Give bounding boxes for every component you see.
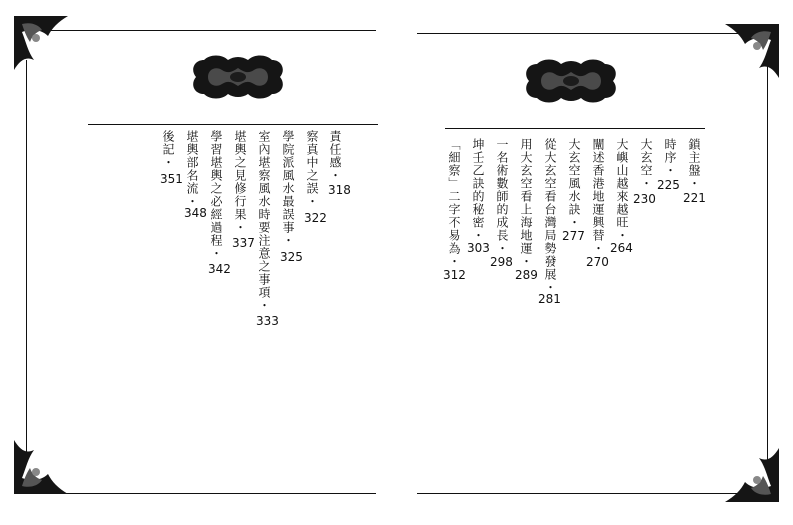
toc-entry-page: 298 bbox=[490, 255, 513, 269]
toc-entry-page: 318 bbox=[328, 183, 351, 197]
toc-entry-page: 281 bbox=[538, 292, 561, 306]
toc-entry-title: 責任感・ bbox=[328, 130, 342, 182]
left-bottom-border bbox=[40, 493, 376, 494]
toc-entry-page: 270 bbox=[586, 255, 609, 269]
toc-entry-title: 大玄空・ bbox=[639, 138, 653, 190]
toc-entry-title: 鎖主盤・ bbox=[687, 138, 701, 190]
toc-entry-page: 322 bbox=[304, 211, 327, 225]
left-top-border bbox=[40, 30, 376, 31]
right-outer-border bbox=[767, 60, 768, 460]
toc-entry-page: 348 bbox=[184, 206, 207, 220]
toc-entry-title: 學院派風水最誤事・ bbox=[281, 130, 295, 247]
toc-entry-title: 大玄空風水訣・ bbox=[567, 138, 581, 229]
toc-entry-title: 坤壬乙訣的秘密・ bbox=[471, 138, 485, 242]
right-toc-rule bbox=[445, 128, 705, 129]
toc-entry-page: 264 bbox=[610, 241, 633, 255]
right-bottom-border bbox=[417, 493, 753, 494]
toc-entry-page: 337 bbox=[232, 236, 255, 250]
right-top-corner-ornament bbox=[725, 24, 779, 78]
toc-entry-title: 闡述香港地運興替・ bbox=[591, 138, 605, 255]
toc-entry-title: 後記・ bbox=[161, 130, 175, 169]
toc-entry-page: 325 bbox=[280, 250, 303, 264]
right-page bbox=[397, 0, 793, 525]
left-toc-rule bbox=[88, 124, 378, 125]
toc-entry-title: 察真中之誤・ bbox=[305, 130, 319, 208]
toc-entry-title: 室內堪察風水時要注意之事項・ bbox=[257, 130, 271, 312]
toc-entry-title: 堪輿部名流・ bbox=[185, 130, 199, 208]
right-cloud-ornament bbox=[519, 56, 623, 106]
toc-entry-title: 用大玄空看上海地運・ bbox=[519, 138, 533, 268]
toc-entry-page: 333 bbox=[256, 314, 279, 328]
toc-entry-title: 時序・ bbox=[663, 138, 677, 177]
left-page bbox=[0, 0, 396, 525]
toc-entry-title: 「細察」二字不易為・ bbox=[447, 138, 461, 268]
left-cloud-ornament bbox=[186, 52, 290, 102]
right-top-border bbox=[417, 33, 753, 34]
left-top-corner-ornament bbox=[14, 16, 68, 70]
toc-entry-title: 學習堪輿之必經過程・ bbox=[209, 130, 223, 260]
toc-entry-page: 225 bbox=[657, 178, 680, 192]
toc-entry-page: 312 bbox=[443, 268, 466, 282]
right-bottom-corner-ornament bbox=[725, 448, 779, 502]
left-bottom-corner-ornament bbox=[14, 440, 68, 494]
toc-entry-page: 289 bbox=[515, 268, 538, 282]
toc-entry-title: 一名術數師的成長・ bbox=[495, 138, 509, 255]
toc-entry-page: 342 bbox=[208, 262, 231, 276]
toc-entry-page: 230 bbox=[633, 192, 656, 206]
toc-entry-title: 從大玄空看台灣局勢發展・ bbox=[543, 138, 557, 294]
left-outer-border bbox=[26, 60, 27, 460]
toc-entry-page: 351 bbox=[160, 172, 183, 186]
toc-entry-page: 277 bbox=[562, 229, 585, 243]
toc-entry-title: 大嶼山越來越旺・ bbox=[615, 138, 629, 242]
toc-entry-page: 221 bbox=[683, 191, 706, 205]
toc-entry-title: 堪輿之見修行果・ bbox=[233, 130, 247, 234]
toc-entry-page: 303 bbox=[467, 241, 490, 255]
